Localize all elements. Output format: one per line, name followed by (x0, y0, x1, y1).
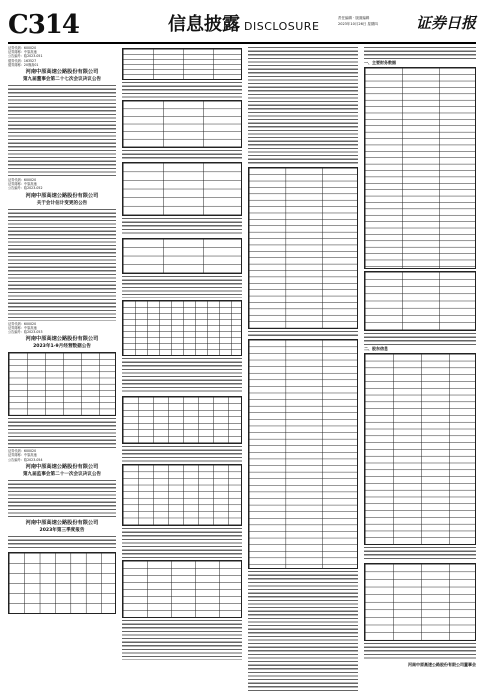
announcement-subtitle: 第九届监事会第二十一次会议决议公告 (22, 471, 102, 477)
code-line: 公告编号：临2023-054 (8, 457, 43, 462)
code-line: 证券简称：中原高速 (8, 50, 37, 55)
body-text (8, 418, 116, 448)
section-heading: 二、股东信息 (364, 346, 388, 351)
body-text (364, 47, 476, 59)
body-text (8, 209, 116, 321)
announcement-subtitle: 2023年1-9月经营数据公告 (33, 344, 91, 350)
body-text (364, 643, 476, 661)
code-line: 公告编号：临2023-053 (8, 330, 43, 335)
data-table (364, 67, 476, 269)
code-line: 证券简称：中原高速 (8, 325, 37, 330)
code-line: 证券代码：600020 (8, 449, 37, 454)
body-text (8, 480, 116, 518)
announcement-title: 河南中原高速公路股份有限公司 (25, 69, 99, 76)
data-table (122, 396, 242, 444)
announcement-subtitle: 2023年第三季度报告 (39, 527, 85, 533)
announcement-subtitle: 关于会计估计变更的公告 (36, 200, 88, 206)
section-title: 信息披露 (168, 14, 240, 35)
data-table (364, 563, 476, 641)
announcement-codes (8, 46, 116, 67)
header-meta-line: 2023年10月26日 星期四 (338, 22, 378, 26)
announcement-codes (8, 322, 116, 335)
page-header (8, 10, 476, 44)
data-table (122, 48, 242, 80)
column-2 (122, 46, 242, 694)
announcement-subtitle: 第九届董事会第二十七次会议决议公告 (22, 77, 102, 83)
body-text (248, 571, 358, 691)
body-text (248, 331, 358, 337)
body-text (122, 276, 242, 298)
data-table (8, 552, 116, 614)
data-table (364, 271, 476, 331)
body-text (122, 620, 242, 660)
column-1 (8, 46, 116, 694)
announcement-title: 河南中原高速公路股份有限公司 (25, 192, 99, 199)
data-table (8, 352, 116, 416)
data-table (122, 162, 242, 216)
body-text (122, 218, 242, 236)
code-line: 公告编号：临2023-051 (8, 54, 43, 59)
column-4 (364, 46, 476, 694)
code-line: 公告编号：临2023-052 (8, 186, 43, 191)
data-table (122, 100, 242, 148)
body-text (248, 47, 358, 165)
code-line: 证券简称：中原高速 (8, 182, 37, 187)
code-line: 证券代码：600020 (8, 46, 37, 50)
body-text (8, 536, 116, 550)
code-line: 债券代码：163527 (8, 58, 37, 63)
data-table (364, 353, 476, 545)
body-text (122, 358, 242, 394)
body-text (122, 446, 242, 462)
announcement-title: 河南中原高速公路股份有限公司 (25, 463, 99, 470)
announcement-codes (8, 178, 116, 191)
section-heading: 一、主要财务数据 (364, 60, 396, 65)
data-table (122, 464, 242, 526)
page-number: C314 (8, 10, 79, 40)
column-3 (248, 46, 358, 694)
announcement-title: 河南中原高速公路股份有限公司 (25, 519, 99, 526)
data-table (122, 560, 242, 618)
body-text (8, 85, 116, 177)
data-table (122, 238, 242, 274)
announcement-title: 河南中原高速公路股份有限公司 (25, 336, 99, 343)
data-table (248, 167, 358, 329)
body-text (364, 547, 476, 561)
newspaper-masthead-logo: 证券日报 (415, 14, 476, 32)
body-text (122, 150, 242, 160)
body-text (364, 333, 476, 345)
data-table (248, 339, 358, 569)
code-line: 证券简称：中原高速 (8, 453, 37, 458)
body-text (122, 528, 242, 558)
announcement-codes (8, 449, 116, 462)
data-table (122, 300, 242, 356)
body-text (122, 82, 242, 98)
section-subtitle: DISCLOSURE (244, 20, 320, 33)
code-line: 债券简称：20豫高01 (8, 62, 39, 67)
code-line: 证券代码：600020 (8, 321, 37, 326)
header-meta-line: 责任编辑 · 版面编辑 (338, 16, 370, 20)
signature-line: 河南中原高速公路股份有限公司董事会 (408, 662, 476, 667)
code-line: 证券代码：600020 (8, 178, 37, 183)
